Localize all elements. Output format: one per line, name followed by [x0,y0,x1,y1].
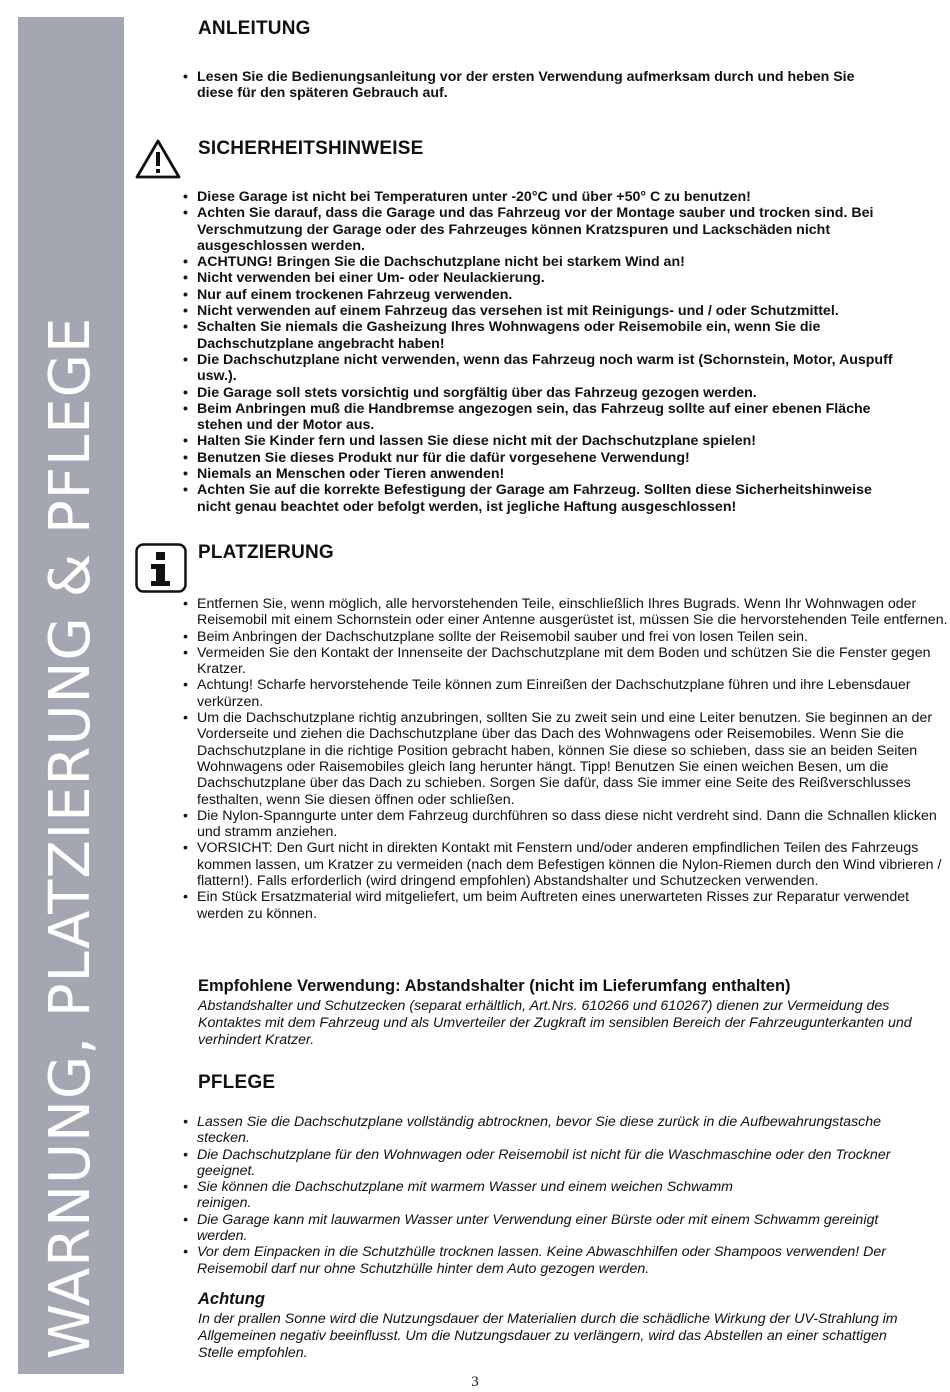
list-item: • Achten Sie darauf, dass die Garage und das Fahrzeug vor der Montage sauber und trocken sind. Bei Verschmutzung der Garage oder des Fahrzeuges können Kratzspuren und Lackschäden nicht ausgeschlossen werden. [183,205,908,254]
list-item: • Schalten Sie niemals die Gasheizung Ihres Wohnwagens oder Reisemobile ein, wenn Sie die Dachschutzplane angebracht haben! [183,319,908,352]
list-item: • Um die Dachschutzplane richtig anzubringen, sollten Sie zu zweit sein und eine Leiter benutzen. Sie beginnen an der Vorderseite und ziehen die Dachschutzplane über das Dach des Wohnwagens oder Reisemobiles. Wenn Sie die Dachschutzplane in die richtige Position gebracht haben, können Sie diese so schieben, dass sie an beiden Seiten Wohnwagens oder Raisemobiles gleich lang herunter hängt. Tipp! Benutzen Sie einen weichen Besen, um die Dachschutzplane über das Dach zu schieben. Sorgen Sie dafür, dass Sie immer eine Seite des Reißverschlusses festhalten, wenn Sie diesen öffnen oder schließen. [183,710,948,808]
list-item: • Die Nylon-Spanngurte unter dem Fahrzeug durchführen so dass diese nicht verdreht sind. Dann die Schnallen klicken und stramm anziehen. [183,808,948,841]
list-item: • Vor dem Einpacken in die Schutzhülle trocknen lassen. Keine Abwaschhilfen oder Shampoos verwenden! Der Reisemobil darf nur ohne Schutzhülle hinter dem Auto gezogen werden. [183,1244,928,1277]
list-item: • Lassen Sie die Dachschutzplane vollständig abtrocknen, bevor Sie diese zurück in die Aufbewahrungstasche stecken. [183,1114,928,1147]
list-item: • Entfernen Sie, wenn möglich, alle hervorstehenden Teile, einschließlich Ihres Bugrads. Wenn Ihr Wohnwagen oder Reisemobil mit einem Schornstein oder einer Antenne ausgerüstet ist, müssen Sie die hervorstehenden Teile entfernen. [183,596,948,629]
list-item: • Halten Sie Kinder fern und lassen Sie diese nicht mit der Dachschutzplane spielen! [183,433,908,449]
list-item: • Ein Stück Ersatzmaterial wird mitgeliefert, um beim Auftreten eines unerwarteten Risses zur Reparatur verwendet werden zu können. [183,889,948,922]
list-item: • Die Garage soll stets vorsichtig und sorgfältig über das Fahrzeug gezogen werden. [183,385,908,401]
list-item: • Beim Anbringen der Dachschutzplane sollte der Reisemobil sauber und frei von losen Teilen sein. [183,629,948,645]
list-item: • Die Garage kann mit lauwarmen Wasser unter Verwendung einer Bürste oder mit einem Schwamm gereinigt werden. [183,1212,928,1245]
list-item: • Diese Garage ist nicht bei Temperaturen unter -20°C und über +50° C zu benutzen! [183,189,908,205]
heading-platzierung: PLATZIERUNG [198,542,334,563]
list-item: • Beim Anbringen muß die Handbremse angezogen sein, das Fahrzeug sollte auf einer ebenen Fläche stehen und der Motor aus. [183,401,908,434]
warning-triangle-icon [135,138,181,180]
list-item: • Nur auf einem trockenen Fahrzeug verwenden. [183,287,908,303]
recommend-heading: Empfohlene Verwendung: Abstandshalter (nicht im Lieferumfang enthalten) [198,977,791,995]
list-item: • Die Dachschutzplane für den Wohnwagen oder Reisemobil ist nicht für die Waschmaschine oder den Trockner geeignet. [183,1147,928,1180]
heading-anleitung: ANLEITUNG [198,18,311,39]
pflege-list [183,1114,928,1277]
recommend-text: Abstandshalter und Schutzecken (separat erhältlich, Art.Nrs. 610266 und 610267) dienen zur Vermeidung des Kontaktes mit dem Fahrzeug und als Umverteiler der Zugkraft im sensiblen Bereich der Fahrzeugunterkanten und verhindert Kratzer. [198,998,912,1048]
list-item: • Niemals an Menschen oder Tieren anwenden! [183,466,908,482]
list-item: • Achtung! Scharfe hervorstehende Teile können zum Einreißen der Dachschutzplane führen und ihre Lebensdauer verkürzen. [183,677,948,710]
list-item: • Nicht verwenden auf einem Fahrzeug das versehen ist mit Reinigungs- und / oder Schutzmittel. [183,303,908,319]
achtung-text: In der prallen Sonne wird die Nutzungsdauer der Materialien durch die schädliche Wirkung der UV-Strahlung im Allgemeinen negativ beeinflusst. Um die Nutzungsdauer zu verlängern, wird das Abstellen an einer schattigen Stelle empfohlen. [198,1311,898,1361]
list-item: • Die Dachschutzplane nicht verwenden, wenn das Fahrzeug noch warm ist (Schornstein, Motor, Auspuff usw.). [183,352,908,385]
heading-pflege: PFLEGE [198,1072,276,1093]
list-item: • VORSICHT: Den Gurt nicht in direkten Kontakt mit Fenstern und/oder anderen empfindlichen Teilen des Fahrzeugs kommen lassen, um Kratzer zu vermeiden (nach dem Befestigen können die Nylon-Riemen durch den Wind vibrieren / flattern!). Falls erforderlich (wird dringend empfohlen) Abstandshalter und Schutzecken verwenden. [183,840,948,889]
list-item: • Vermeiden Sie den Kontakt der Innenseite der Dachschutzplane mit dem Boden und schützen Sie die Fenster gegen Kratzer. [183,645,948,678]
platzierung-list [183,596,948,922]
side-title: WARNUNG, PLATZIERUNG & PFLEGE [38,316,103,1360]
sicherheit-list [183,189,908,515]
heading-sicherheitshinweise: SICHERHEITSHINWEISE [198,138,424,159]
info-icon [135,543,187,593]
list-item: • ACHTUNG! Bringen Sie die Dachschutzplane nicht bei starkem Wind an! [183,254,908,270]
page-number: 3 [471,1374,479,1390]
achtung-heading: Achtung [198,1290,265,1308]
list-item: • Sie können die Dachschutzplane mit warmem Wasser und einem weichen Schwamm reinigen. [183,1179,777,1212]
anleitung-list [183,69,883,102]
list-item: • Nicht verwenden bei einer Um- oder Neulackierung. [183,270,908,286]
list-item: • Achten Sie auf die korrekte Befestigung der Garage am Fahrzeug. Sollten diese Sicherheitshinweise nicht genau beachtet oder befolgt werden, ist jegliche Haftung ausgeschlossen! [183,482,908,515]
list-item: • Lesen Sie die Bedienungsanleitung vor der ersten Verwendung aufmerksam durch und heben Sie diese für den späteren Gebrauch auf. [183,69,883,102]
list-item: • Benutzen Sie dieses Produkt nur für die dafür vorgesehene Verwendung! [183,450,908,466]
